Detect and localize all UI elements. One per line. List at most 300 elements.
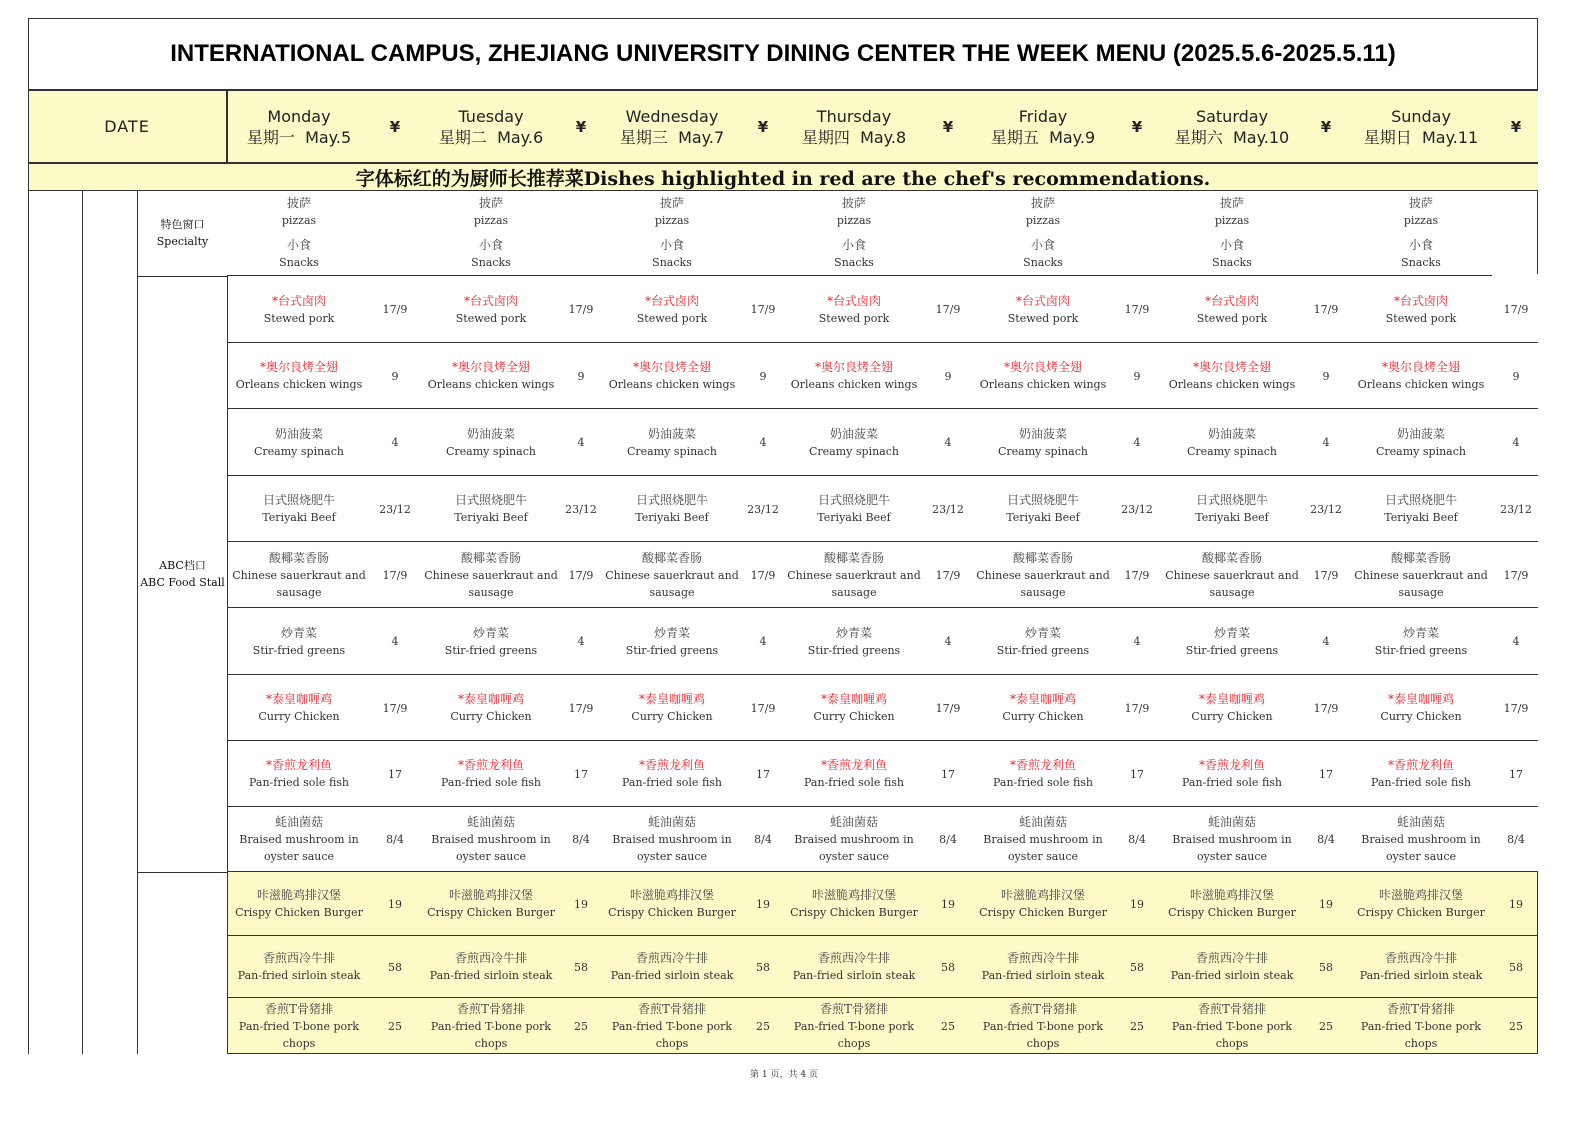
item-name-en: pizzas xyxy=(836,214,872,227)
dish-price: 17 xyxy=(388,767,402,781)
recommendation-note: 字体标红的为厨师长推荐菜Dishes highlighted in red are the chef's recommendations. xyxy=(28,164,1538,191)
dish-price: 19 xyxy=(388,897,402,911)
dish-row xyxy=(227,476,1538,542)
dish-name-cn: 香煎西冷牛排 xyxy=(454,951,527,965)
dish-price: 4 xyxy=(1322,436,1330,449)
dish-cell xyxy=(1349,409,1493,476)
dish-name-en: Creamy spinach xyxy=(446,444,536,458)
dish-price: 25 xyxy=(1319,1019,1333,1033)
dish-price: 23/12 xyxy=(565,502,597,516)
dish-price: 58 xyxy=(574,960,588,974)
item-name-en: Snacks xyxy=(652,256,692,269)
day-name-cn-date: 星期日 May.11 xyxy=(1363,127,1479,147)
dish-cell xyxy=(227,409,371,476)
dish-cell xyxy=(1349,542,1493,608)
dish-name-cn: 香煎西冷牛排 xyxy=(635,951,708,965)
day-header-tuesday xyxy=(411,91,571,162)
dish-price: 17 xyxy=(574,767,588,781)
dish-name-cn: *奥尔良烤全翅 xyxy=(1003,360,1082,374)
dish-name-cn: *香煎龙利鱼 xyxy=(1387,758,1454,772)
dish-cell xyxy=(227,872,371,936)
dish-name-en: Curry Chicken xyxy=(1380,710,1462,723)
dish-name-en: Chinese sauerkraut and sausage xyxy=(424,568,558,599)
grid-line xyxy=(227,1053,1538,1054)
dish-name-cn: 蚝油菌菇 xyxy=(829,815,878,829)
item-name-cn: 小食 xyxy=(841,238,866,252)
dish-cell xyxy=(971,608,1115,675)
dish-cell xyxy=(971,936,1115,998)
dish-name-en: Curry Chicken xyxy=(450,710,532,723)
dish-cell xyxy=(1349,476,1493,542)
dish-cell xyxy=(1349,608,1493,675)
dish-price: 19 xyxy=(941,897,955,911)
dish-name-en: Stir-fried greens xyxy=(1185,643,1279,657)
dish-name-cn: 酸椰菜香肠 xyxy=(1012,550,1073,565)
dish-cell xyxy=(600,276,744,343)
dish-cell xyxy=(600,872,744,936)
stall-name-en: Specialty xyxy=(156,235,209,248)
dish-price: 17/9 xyxy=(382,303,408,316)
dish-price: 8/4 xyxy=(1507,833,1525,846)
day-name-en: Friday xyxy=(1018,106,1068,126)
item-name-en: Snacks xyxy=(1401,256,1441,269)
dish-name-en: Crispy Chicken Burger xyxy=(1357,906,1485,919)
dish-price: 17/9 xyxy=(382,568,408,582)
dish-price: 25 xyxy=(388,1019,402,1033)
dish-row xyxy=(227,343,1538,409)
dish-price: 17 xyxy=(1130,767,1144,781)
dish-cell xyxy=(782,542,926,608)
dish-price: 58 xyxy=(941,960,955,974)
dish-cell xyxy=(782,741,926,807)
dish-cell xyxy=(419,872,563,936)
dish-cell xyxy=(782,276,926,343)
dish-name-en: Orleans chicken wings xyxy=(790,378,918,391)
dish-price: 58 xyxy=(1130,960,1144,974)
specialty-cell xyxy=(219,190,379,276)
dish-name-en: Creamy spinach xyxy=(627,444,717,458)
dish-name-cn: *泰皇咖喱鸡 xyxy=(820,692,887,706)
dish-cell xyxy=(1349,741,1493,807)
item-name-cn: 披萨 xyxy=(478,196,503,210)
dish-cell xyxy=(227,741,371,807)
dish-name-en: Pan-fried sirloin steak xyxy=(429,969,553,982)
dish-name-cn: 炒青菜 xyxy=(653,625,690,640)
menu-body xyxy=(28,190,1538,1054)
dish-cell xyxy=(1349,675,1493,741)
dish-cell xyxy=(227,675,371,741)
dish-name-en: Creamy spinach xyxy=(1376,444,1466,458)
dish-name-cn: 炒青菜 xyxy=(280,625,317,640)
dish-name-en: Crispy Chicken Burger xyxy=(790,906,918,919)
dish-name-cn: 香煎西冷牛排 xyxy=(262,951,335,965)
dish-cell xyxy=(1160,807,1304,872)
dish-price: 17/9 xyxy=(1313,701,1339,715)
dish-price: 19 xyxy=(1130,897,1144,911)
dish-price: 23/12 xyxy=(1500,502,1532,516)
dish-name-en: Pan-fried sole fish xyxy=(1370,776,1472,789)
dish-cell xyxy=(600,675,744,741)
dish-price: 23/12 xyxy=(932,502,964,516)
item-name-cn: 小食 xyxy=(478,238,503,252)
dish-price: 17 xyxy=(1319,767,1333,781)
dish-name-cn: 咔滋脆鸡排汉堡 xyxy=(256,888,341,902)
dish-cell xyxy=(971,998,1115,1054)
item-name-en: pizzas xyxy=(473,214,509,227)
dish-cell xyxy=(227,608,371,675)
dish-name-en: Teriyaki Beef xyxy=(454,511,528,524)
item-name-cn: 披萨 xyxy=(1408,196,1433,210)
dish-cell xyxy=(227,936,371,998)
dish-name-en: Creamy spinach xyxy=(1187,444,1277,458)
dish-name-en: Orleans chicken wings xyxy=(427,378,555,391)
dish-cell xyxy=(971,409,1115,476)
dish-name-cn: 日式照烧肥牛 xyxy=(817,493,890,507)
dish-cell xyxy=(600,476,744,542)
dish-name-en: Crispy Chicken Burger xyxy=(1168,906,1296,919)
dish-cell xyxy=(1160,608,1304,675)
dish-name-cn: 酸椰菜香肠 xyxy=(1201,550,1262,565)
dish-cell xyxy=(600,409,744,476)
dish-price: 4 xyxy=(1133,635,1141,648)
dish-name-cn: 香煎T骨猪排 xyxy=(1386,1001,1455,1016)
dish-name-en: Stewed pork xyxy=(636,311,708,325)
item-name-en: pizzas xyxy=(1403,214,1439,227)
dish-name-en: Crispy Chicken Burger xyxy=(427,906,555,919)
dish-cell xyxy=(600,998,744,1054)
dish-name-cn: *台式卤肉 xyxy=(644,293,699,308)
dish-name-en: Teriyaki Beef xyxy=(1384,511,1458,524)
dish-name-en: Curry Chicken xyxy=(1191,710,1273,723)
dish-name-en: Creamy spinach xyxy=(809,444,899,458)
dish-cell xyxy=(782,936,926,998)
dish-name-en: Pan-fried sirloin steak xyxy=(610,969,734,982)
dish-name-cn: *奥尔良烤全翅 xyxy=(259,360,338,374)
day-name-cn-date: 星期五 May.9 xyxy=(990,127,1096,147)
dish-name-cn: 香煎T骨猪排 xyxy=(264,1001,333,1016)
dish-name-en: Stir-fried greens xyxy=(252,643,346,657)
dish-name-cn: *泰皇咖喱鸡 xyxy=(638,692,705,706)
dish-cell xyxy=(419,741,563,807)
dish-price: 19 xyxy=(1319,897,1333,911)
dish-cell xyxy=(227,276,371,343)
dish-name-cn: 咔滋脆鸡排汉堡 xyxy=(448,888,533,902)
dish-name-cn: 日式照烧肥牛 xyxy=(262,493,335,507)
dish-price: 17/9 xyxy=(568,303,594,316)
dish-name-en: Orleans chicken wings xyxy=(235,378,363,391)
dish-name-en: Braised mushroom in oyster sauce xyxy=(1361,833,1481,863)
dish-price: 17/9 xyxy=(1503,568,1529,582)
dish-name-cn: 炒青菜 xyxy=(1213,625,1250,640)
dish-name-cn: 奶油菠菜 xyxy=(466,426,515,441)
dish-cell xyxy=(1160,741,1304,807)
dish-name-cn: *香煎龙利鱼 xyxy=(265,758,332,772)
item-name-cn: 小食 xyxy=(659,238,684,252)
dish-cell xyxy=(1160,476,1304,542)
dish-cell xyxy=(1349,936,1493,998)
dish-name-en: Curry Chicken xyxy=(258,710,340,723)
dish-name-cn: *泰皇咖喱鸡 xyxy=(265,692,332,706)
dish-name-cn: 蚝油菌菇 xyxy=(274,815,323,829)
dish-row xyxy=(227,542,1538,608)
day-header-wednesday xyxy=(592,91,752,162)
dish-name-cn: *泰皇咖喱鸡 xyxy=(1198,692,1265,706)
dish-cell xyxy=(600,608,744,675)
specialty-row xyxy=(227,190,1538,276)
dish-name-cn: 咔滋脆鸡排汉堡 xyxy=(629,888,714,902)
dish-cell xyxy=(782,608,926,675)
dish-name-en: Pan-fried sirloin steak xyxy=(1170,969,1294,982)
dish-cell xyxy=(1160,936,1304,998)
dish-price: 58 xyxy=(388,960,402,974)
dish-cell xyxy=(1160,276,1304,343)
dish-price: 17/9 xyxy=(1124,568,1150,582)
dish-name-en: Chinese sauerkraut and sausage xyxy=(605,568,739,599)
dish-name-cn: *泰皇咖喱鸡 xyxy=(1009,692,1076,706)
day-name-cn-date: 星期二 May.6 xyxy=(438,127,544,147)
day-name-en: Monday xyxy=(267,106,331,126)
dish-name-en: Teriyaki Beef xyxy=(1006,511,1080,524)
dish-name-en: Orleans chicken wings xyxy=(1357,378,1485,391)
dish-name-en: Orleans chicken wings xyxy=(1168,378,1296,391)
dish-price: 4 xyxy=(1322,635,1330,648)
dish-name-cn: 咔滋脆鸡排汉堡 xyxy=(1378,888,1463,902)
dish-cell xyxy=(971,675,1115,741)
dish-name-cn: 日式照烧肥牛 xyxy=(1384,493,1457,507)
dish-name-cn: 咔滋脆鸡排汉堡 xyxy=(811,888,896,902)
price-currency-header: ¥ xyxy=(389,117,401,136)
dish-name-en: Pan-fried T-bone pork chops xyxy=(1171,1019,1293,1050)
dish-row xyxy=(227,409,1538,476)
grid-line xyxy=(138,276,227,277)
dish-name-cn: 蚝油菌菇 xyxy=(647,815,696,829)
dish-name-en: Braised mushroom in oyster sauce xyxy=(239,833,359,863)
dish-price: 4 xyxy=(391,635,399,648)
dish-price: 25 xyxy=(1509,1019,1523,1033)
dish-cell xyxy=(971,542,1115,608)
dish-cell xyxy=(419,343,563,409)
dish-cell xyxy=(419,807,563,872)
dish-name-cn: *香煎龙利鱼 xyxy=(1198,758,1265,772)
dish-cell xyxy=(1349,872,1493,936)
item-name-cn: 小食 xyxy=(1030,238,1055,252)
dish-name-en: Braised mushroom in oyster sauce xyxy=(612,833,732,863)
dish-row xyxy=(227,936,1538,998)
dish-price: 4 xyxy=(944,436,952,449)
dish-cell xyxy=(782,872,926,936)
dish-price: 17 xyxy=(1509,767,1523,781)
item-name-cn: 披萨 xyxy=(841,196,866,210)
dish-name-cn: 香煎T骨猪排 xyxy=(1197,1001,1266,1016)
dish-name-en: Pan-fried sirloin steak xyxy=(1359,969,1483,982)
dish-name-en: Pan-fried sirloin steak xyxy=(792,969,916,982)
dish-cell xyxy=(1160,542,1304,608)
dish-price: 23/12 xyxy=(1121,502,1153,516)
dish-name-en: Chinese sauerkraut and sausage xyxy=(1165,568,1299,599)
dish-cell xyxy=(1160,872,1304,936)
day-name-en: Saturday xyxy=(1195,106,1269,126)
dish-cell xyxy=(1349,807,1493,872)
dish-cell xyxy=(227,476,371,542)
dish-name-en: Curry Chicken xyxy=(1002,710,1084,723)
dish-price: 25 xyxy=(941,1019,955,1033)
menu-sheet xyxy=(28,18,1538,1054)
dish-cell xyxy=(419,409,563,476)
dish-cell xyxy=(600,741,744,807)
dish-price: 58 xyxy=(1319,960,1333,974)
dish-price: 25 xyxy=(1130,1019,1144,1033)
dish-name-en: Chinese sauerkraut and sausage xyxy=(787,568,921,599)
dish-name-cn: 酸椰菜香肠 xyxy=(1390,550,1451,565)
dish-name-en: Teriyaki Beef xyxy=(1195,511,1269,524)
dish-price: 4 xyxy=(1512,436,1520,449)
grid-line xyxy=(138,872,227,873)
dish-name-cn: *泰皇咖喱鸡 xyxy=(457,692,524,706)
dish-name-cn: 蚝油菌菇 xyxy=(1207,815,1256,829)
item-name-en: Snacks xyxy=(279,256,319,269)
dish-name-cn: 香煎西冷牛排 xyxy=(1006,951,1079,965)
dish-name-en: Orleans chicken wings xyxy=(608,378,736,391)
date-label: DATE xyxy=(28,91,228,162)
dish-name-cn: 炒青菜 xyxy=(1024,625,1061,640)
dish-price: 17 xyxy=(941,767,955,781)
dish-name-en: Pan-fried T-bone pork chops xyxy=(793,1019,915,1050)
dish-name-cn: 日式照烧肥牛 xyxy=(635,493,708,507)
dish-price: 25 xyxy=(574,1019,588,1033)
dish-name-en: Stir-fried greens xyxy=(996,643,1090,657)
dish-price: 4 xyxy=(759,635,767,648)
item-name-en: pizzas xyxy=(1025,214,1061,227)
dish-name-en: Braised mushroom in oyster sauce xyxy=(1172,833,1292,863)
dish-price: 9 xyxy=(1512,369,1520,383)
dish-name-cn: 炒青菜 xyxy=(472,625,509,640)
day-name-en: Sunday xyxy=(1391,106,1451,126)
dish-cell xyxy=(782,476,926,542)
dish-name-cn: 香煎西冷牛排 xyxy=(1195,951,1268,965)
dish-price: 9 xyxy=(1133,369,1141,383)
dish-cell xyxy=(419,276,563,343)
price-currency-header: ¥ xyxy=(575,117,587,136)
dish-cell xyxy=(600,343,744,409)
dish-price: 8/4 xyxy=(939,833,957,846)
dish-price: 17/9 xyxy=(1313,303,1339,316)
dish-price: 17/9 xyxy=(568,568,594,582)
dish-cell xyxy=(782,675,926,741)
dish-name-cn: 咔滋脆鸡排汉堡 xyxy=(1000,888,1085,902)
dish-name-cn: 日式照烧肥牛 xyxy=(1006,493,1079,507)
specialty-cell xyxy=(774,190,934,276)
specialty-cell xyxy=(1152,190,1312,276)
dish-price: 4 xyxy=(577,635,585,648)
dish-name-en: Stewed pork xyxy=(1385,311,1457,325)
dish-price: 17/9 xyxy=(750,303,776,316)
dish-cell xyxy=(971,741,1115,807)
day-header-friday xyxy=(963,91,1123,162)
dish-name-cn: *台式卤肉 xyxy=(271,293,326,308)
dish-price: 23/12 xyxy=(747,502,779,516)
dish-cell xyxy=(971,343,1115,409)
dish-name-en: Chinese sauerkraut and sausage xyxy=(976,568,1110,599)
dish-name-cn: 香煎T骨猪排 xyxy=(637,1001,706,1016)
dish-name-en: Stir-fried greens xyxy=(625,643,719,657)
dish-cell xyxy=(971,476,1115,542)
day-name-en: Wednesday xyxy=(625,106,719,126)
item-name-en: Snacks xyxy=(834,256,874,269)
item-name-en: Snacks xyxy=(1023,256,1063,269)
dish-name-cn: *奥尔良烤全翅 xyxy=(1381,360,1460,374)
dish-price: 17/9 xyxy=(1313,568,1339,582)
dish-cell xyxy=(971,807,1115,872)
dish-price: 23/12 xyxy=(1310,502,1342,516)
dish-row xyxy=(227,807,1538,872)
dish-name-en: Braised mushroom in oyster sauce xyxy=(431,833,551,863)
dish-name-en: Stewed pork xyxy=(263,311,335,325)
item-name-cn: 披萨 xyxy=(659,196,684,210)
day-header-sunday xyxy=(1341,91,1501,162)
dish-name-cn: 炒青菜 xyxy=(1402,625,1439,640)
dish-row xyxy=(227,675,1538,741)
dish-price: 17/9 xyxy=(750,701,776,715)
item-name-cn: 小食 xyxy=(1219,238,1244,252)
dish-price: 25 xyxy=(756,1019,770,1033)
dish-name-cn: 酸椰菜香肠 xyxy=(268,550,329,565)
grid-line xyxy=(227,276,228,1054)
dish-cell xyxy=(419,675,563,741)
dish-name-cn: *香煎龙利鱼 xyxy=(820,758,887,772)
day-name-en: Thursday xyxy=(816,106,892,126)
dish-cell xyxy=(1160,409,1304,476)
dish-name-cn: 奶油菠菜 xyxy=(1207,426,1256,441)
dish-name-cn: *泰皇咖喱鸡 xyxy=(1387,692,1454,706)
dish-name-en: Pan-fried sole fish xyxy=(992,776,1094,789)
dish-name-cn: 炒青菜 xyxy=(835,625,872,640)
dish-name-en: Pan-fried sole fish xyxy=(440,776,542,789)
dish-price: 17/9 xyxy=(382,701,408,715)
dish-row xyxy=(227,608,1538,675)
dish-name-en: Stewed pork xyxy=(818,311,890,325)
dish-price: 8/4 xyxy=(572,833,590,846)
item-name-cn: 披萨 xyxy=(1030,196,1055,210)
dish-cell xyxy=(600,807,744,872)
dish-price: 4 xyxy=(577,436,585,449)
dish-name-en: Pan-fried sirloin steak xyxy=(237,969,361,982)
stall-name-cn: 特色窗口 xyxy=(160,218,205,231)
dish-name-cn: 香煎T骨猪排 xyxy=(819,1001,888,1016)
dish-cell xyxy=(419,936,563,998)
dish-row xyxy=(227,276,1538,343)
dish-cell xyxy=(227,807,371,872)
specialty-cell xyxy=(592,190,752,276)
stall-label-abc xyxy=(138,276,227,872)
dish-price: 9 xyxy=(391,369,399,383)
day-header-monday xyxy=(219,91,379,162)
dish-price: 8/4 xyxy=(754,833,772,846)
item-name-en: Snacks xyxy=(1212,256,1252,269)
dish-name-en: Teriyaki Beef xyxy=(817,511,891,524)
dish-cell xyxy=(1160,998,1304,1054)
dish-name-cn: *奥尔良烤全翅 xyxy=(632,360,711,374)
dish-name-cn: *奥尔良烤全翅 xyxy=(451,360,530,374)
price-currency-header: ¥ xyxy=(1320,117,1332,136)
dish-name-en: Stir-fried greens xyxy=(807,643,901,657)
dish-price: 4 xyxy=(944,635,952,648)
stall-name-cn: ABC档口 xyxy=(159,559,206,572)
dish-cell xyxy=(971,276,1115,343)
item-name-cn: 小食 xyxy=(1408,238,1433,252)
dish-cell xyxy=(782,409,926,476)
dish-price: 17/9 xyxy=(935,303,961,316)
dish-price: 4 xyxy=(1512,635,1520,648)
